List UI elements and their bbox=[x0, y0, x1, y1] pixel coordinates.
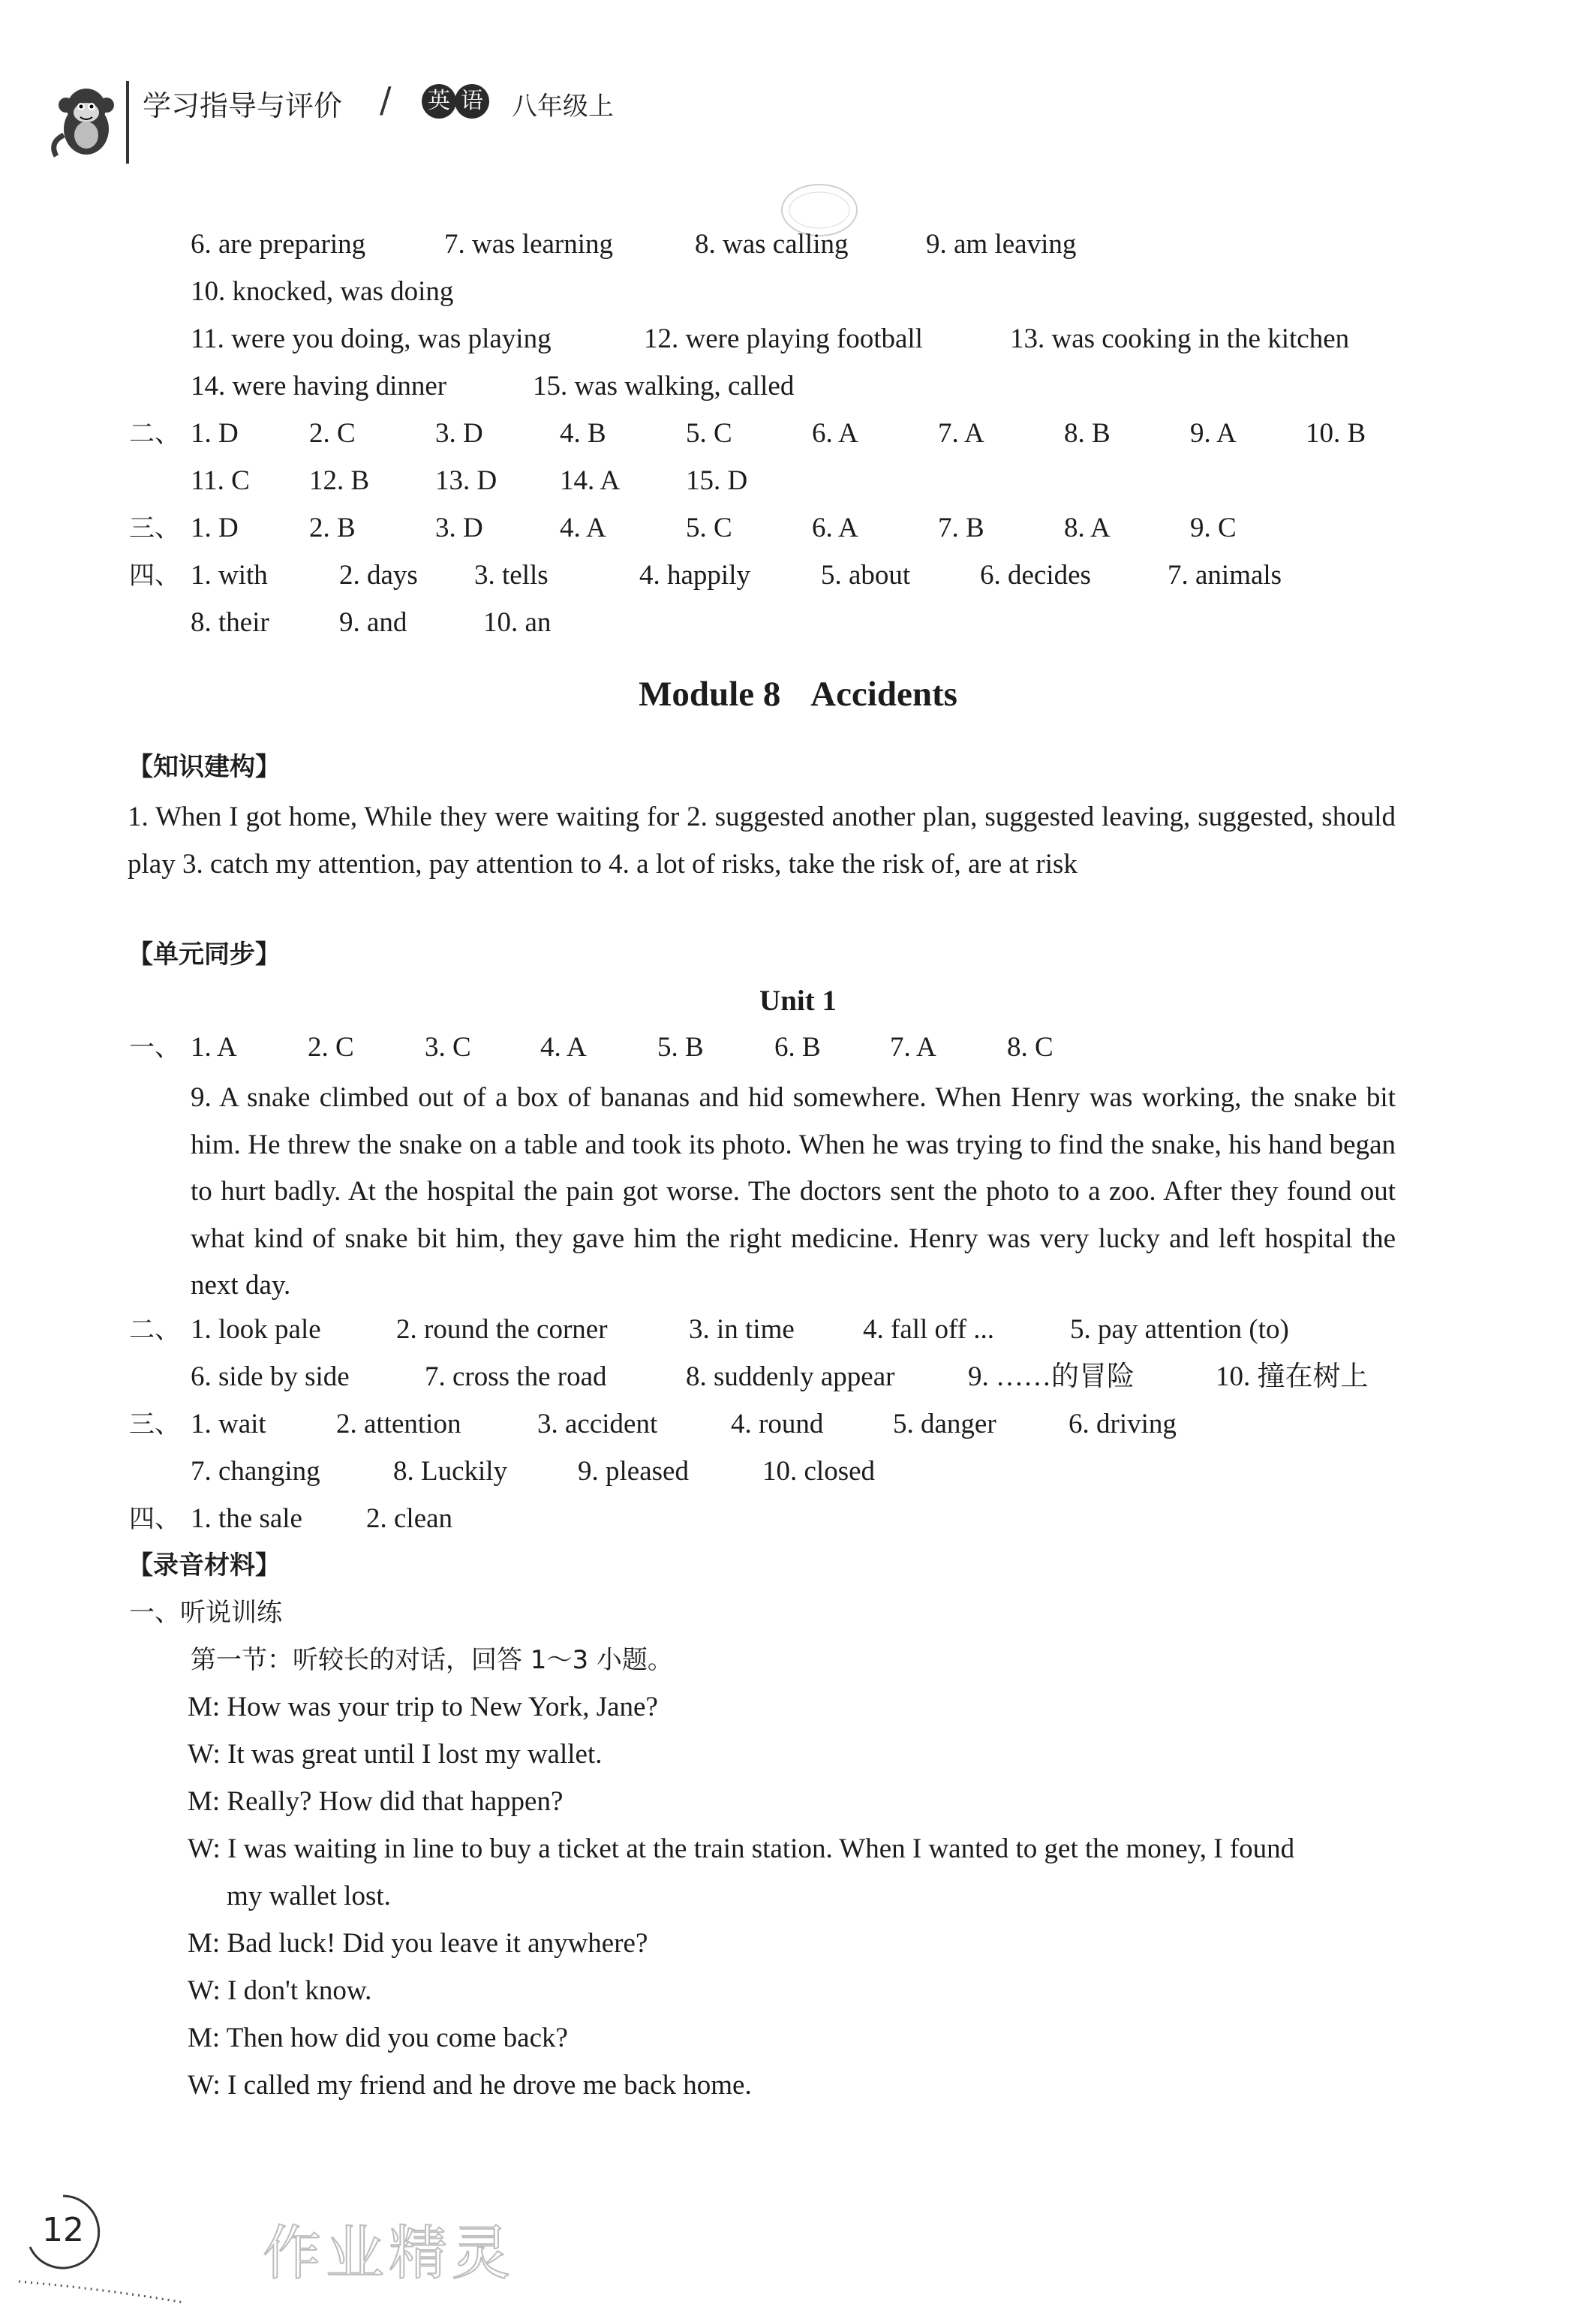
grade-label: 八年级上 bbox=[512, 92, 614, 122]
answer-paragraph: 9. A snake climbed out of a box of bananas and hid somewhere. When Henry was working, the snake bit him. He threw the snake on a table and took its photo. When he was trying to find the snake, his hand began to hurt badly. At the hospital the pain got worse. The doctors sent the photo to a zoo. After they found out what kind of snake bit him, they gave him the right medicine. Henry was very lucky and left hospital the next day. bbox=[191, 1082, 1396, 1301]
answer-item: 6. A bbox=[812, 418, 858, 449]
answer-item: 15. was walking, called bbox=[533, 371, 795, 402]
answer-item: 5. about bbox=[821, 560, 911, 591]
answer-item: 2. C bbox=[309, 418, 356, 449]
dialogue-line: M: How was your trip to New York, Jane? bbox=[188, 1692, 658, 1722]
unit-title: Unit 1 bbox=[759, 985, 837, 1017]
answer-item: 3. D bbox=[435, 513, 483, 543]
answer-item: 12. B bbox=[309, 465, 370, 496]
answer-item: 2. attention bbox=[336, 1409, 461, 1439]
answer-item: 10. knocked, was doing bbox=[191, 276, 454, 307]
answer-item: 4. fall off ... bbox=[863, 1314, 995, 1345]
answer-item: 6. A bbox=[812, 513, 858, 543]
watermark-text: 作业精灵 bbox=[263, 2220, 515, 2287]
answer-item: 13. was cooking in the kitchen bbox=[1010, 323, 1350, 354]
answer-item: 7. changing bbox=[191, 1456, 320, 1487]
answer-item: 5. C bbox=[686, 513, 732, 543]
decorative-dots-icon bbox=[15, 2274, 188, 2304]
book-title: 学习指导与评价 bbox=[143, 89, 343, 122]
answer-item: 6. decides bbox=[980, 560, 1091, 591]
answer-item: 13. D bbox=[435, 465, 497, 496]
dialogue-line: M: Bad luck! Did you leave it anywhere? bbox=[188, 1928, 648, 1959]
answer-item: 1. D bbox=[191, 513, 239, 543]
monkey-mascot-icon bbox=[45, 83, 128, 161]
module-number: Module 8 bbox=[639, 675, 781, 714]
answer-item: 7. animals bbox=[1168, 560, 1282, 591]
answer-item: 6. side by side bbox=[191, 1361, 350, 1392]
answer-item: 4. B bbox=[560, 418, 606, 449]
answer-item: 8. A bbox=[1064, 513, 1111, 543]
answer-item: 5. pay attention (to) bbox=[1070, 1314, 1289, 1345]
answer-item: 14. A bbox=[560, 465, 621, 496]
answer-item: 7. B bbox=[938, 513, 984, 543]
subject-badge bbox=[422, 84, 494, 119]
answer-item: 6. driving bbox=[1069, 1409, 1177, 1439]
recording-part: 一、听说训练 bbox=[129, 1598, 282, 1628]
section-label: 四、 bbox=[129, 561, 180, 591]
answer-item: 8. B bbox=[1064, 418, 1111, 449]
answer-item: 10. 撞在树上 bbox=[1216, 1361, 1369, 1392]
answer-item: 1. A bbox=[191, 1032, 237, 1063]
answer-item: 9. A bbox=[1190, 418, 1237, 449]
dialogue-line: W: I don't know. bbox=[188, 1975, 372, 2006]
answer-item: 4. A bbox=[560, 513, 606, 543]
answer-item: 7. A bbox=[938, 418, 984, 449]
answer-item: 8. Luckily bbox=[393, 1456, 508, 1487]
answer-item: 8. suddenly appear bbox=[686, 1361, 895, 1392]
answer-item: 2. round the corner bbox=[396, 1314, 608, 1345]
section-label: 三、 bbox=[129, 513, 180, 543]
answer-item: 3. tells bbox=[474, 560, 549, 591]
answer-item: 5. danger bbox=[893, 1409, 996, 1439]
answer-item: 6. B bbox=[774, 1032, 821, 1063]
answer-item: 5. C bbox=[686, 418, 732, 449]
dialogue-line: W: I called my friend and he drove me back home. bbox=[188, 2070, 752, 2101]
answer-item: 3. in time bbox=[689, 1314, 795, 1345]
recording-section: 第一节：听较长的对话，回答 1～3 小题。 bbox=[191, 1645, 673, 1675]
answer-item: 7. cross the road bbox=[425, 1361, 607, 1392]
answer-item: 7. A bbox=[890, 1032, 936, 1063]
answer-item: 11. were you doing, was playing bbox=[191, 323, 552, 354]
dialogue-line: M: Really? How did that happen? bbox=[188, 1786, 564, 1817]
answer-item: 2. B bbox=[309, 513, 356, 543]
answer-item: 6. are preparing bbox=[191, 229, 366, 260]
section-label: 三、 bbox=[129, 1409, 180, 1439]
answer-item: 8. C bbox=[1007, 1032, 1053, 1063]
answer-item: 1. wait bbox=[191, 1409, 266, 1439]
answer-item: 1. D bbox=[191, 418, 239, 449]
answer-item: 1. the sale bbox=[191, 1503, 302, 1534]
recording-heading: 【录音材料】 bbox=[128, 1551, 281, 1581]
dialogue-line: W: It was great until I lost my wallet. bbox=[188, 1739, 603, 1770]
answer-item: 15. D bbox=[686, 465, 748, 496]
page-header bbox=[38, 60, 1463, 158]
answer-item: 9. and bbox=[339, 607, 407, 638]
answer-item: 14. were having dinner bbox=[191, 371, 447, 402]
answer-item: 10. B bbox=[1306, 418, 1366, 449]
answer-item: 3. D bbox=[435, 418, 483, 449]
page-number: 12 bbox=[42, 2211, 84, 2249]
header-divider bbox=[126, 81, 129, 164]
answer-item: 4. A bbox=[540, 1032, 587, 1063]
answer-item: 9. am leaving bbox=[926, 229, 1077, 260]
header-slash: / bbox=[380, 80, 392, 120]
module-name: Accidents bbox=[810, 675, 957, 714]
answer-item: 12. were playing football bbox=[644, 323, 923, 354]
knowledge-text: 1. When I got home, While they were waiting for 2. suggested another plan, suggested leaving, suggested, should play 3. catch my attention, pay attention to 4. a lot of risks, take the risk of, are at risk bbox=[128, 802, 1396, 880]
subject-char: 英 bbox=[422, 84, 456, 119]
sync-heading: 【单元同步】 bbox=[128, 940, 281, 970]
answer-item: 9. pleased bbox=[578, 1456, 689, 1487]
answer-item: 9. ……的冒险 bbox=[968, 1361, 1135, 1392]
answer-item: 10. closed bbox=[762, 1456, 876, 1487]
answer-item: 7. was learning bbox=[444, 229, 614, 260]
answer-item: 2. days bbox=[339, 560, 418, 591]
section-label: 四、 bbox=[129, 1504, 180, 1534]
answer-item: 3. accident bbox=[537, 1409, 658, 1439]
section-label: 二、 bbox=[129, 419, 180, 449]
answer-item: 1. with bbox=[191, 560, 268, 591]
module-title bbox=[0, 674, 1596, 714]
answer-item: 1. look pale bbox=[191, 1314, 321, 1345]
section-label: 一、 bbox=[129, 1033, 180, 1063]
answer-item: 4. round bbox=[731, 1409, 824, 1439]
answer-item: 5. B bbox=[657, 1032, 704, 1063]
answer-item: 2. C bbox=[308, 1032, 354, 1063]
answer-item: 9. C bbox=[1190, 513, 1237, 543]
dialogue-line: my wallet lost. bbox=[227, 1881, 391, 1911]
subject-char: 语 bbox=[455, 84, 489, 119]
answer-item: 4. happily bbox=[639, 560, 750, 591]
answer-item: 3. C bbox=[425, 1032, 471, 1063]
answer-item: 10. an bbox=[483, 607, 552, 638]
answer-item: 8. was calling bbox=[695, 229, 849, 260]
answer-item: 2. clean bbox=[366, 1503, 453, 1534]
dialogue-line: M: Then how did you come back? bbox=[188, 2023, 568, 2053]
answer-item: 8. their bbox=[191, 607, 269, 638]
dialogue-line: W: I was waiting in line to buy a ticket at the train station. When I wanted to get the money, I found bbox=[188, 1833, 1295, 1864]
section-label: 二、 bbox=[129, 1315, 180, 1345]
knowledge-heading: 【知识建构】 bbox=[128, 752, 281, 782]
answer-item: 11. C bbox=[191, 465, 250, 496]
